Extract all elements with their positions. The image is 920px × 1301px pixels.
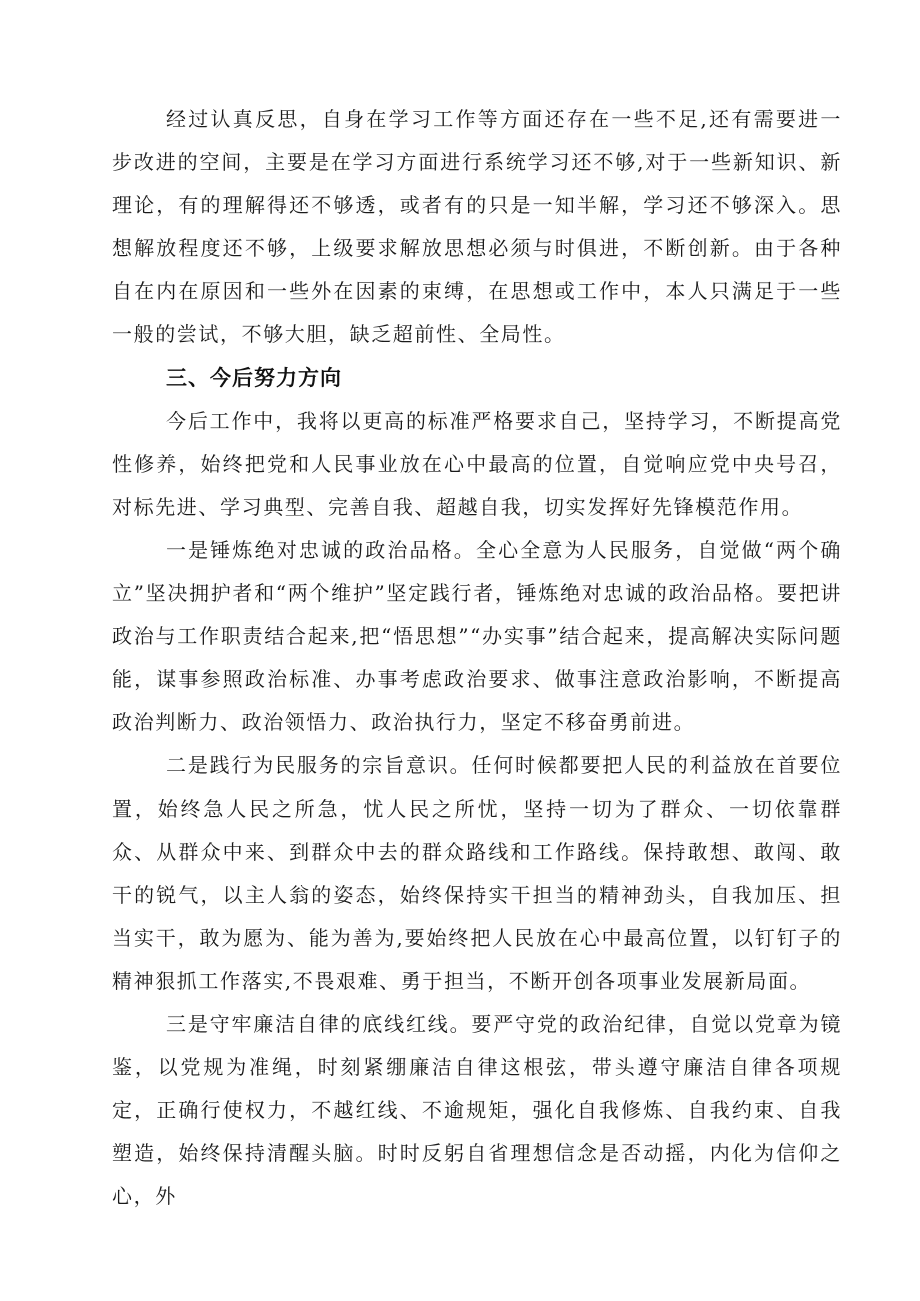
paragraph-future-work: 今后工作中，我将以更高的标准严格要求自己，坚持学习，不断提高党性修养，始终把党和人民事业放在心中最高的位置，自觉响应党中央号召，对标先进、学习典型、完善自我、超越自我，切实发挥好先锋模范作用。 bbox=[112, 408, 842, 519]
section-heading-future-direction: 三、今后努力方向 bbox=[166, 365, 342, 390]
paragraph-political-loyalty: 一是锤炼绝对忠诚的政治品格。全心全意为人民服务，自觉做“两个确立”坚决拥护者和“两个维护”坚定践行者，锤炼绝对忠诚的政治品格。要把讲政治与工作职责结合起来,把“悟思想”“办实事”结合起来，提高解决实际问题能，谋事参照政治标准、办事考虑政治要求、做事注意政治影响，不断提高政治判断力、政治领悟力、政治执行力，坚定不移奋勇前进。 bbox=[112, 537, 842, 735]
paragraph-integrity: 三是守牢廉洁自律的底线红线。要严守党的政治纪律，自觉以党章为镜鉴，以党规为准绳，时刻紧绷廉洁自律这根弦，带头遵守廉洁自律各项规定，正确行使权力，不越红线、不逾规矩，强化自我修炼、自我约束、自我塑造，始终保持清醒头脑。时时反躬自省理想信念是否动摇，内化为信仰之心，外 bbox=[112, 1011, 842, 1209]
paragraph-serve-people: 二是践行为民服务的宗旨意识。任何时候都要把人民的利益放在首要位置，始终急人民之所急，忧人民之所忧，坚持一切为了群众、一切依靠群众、从群众中来、到群众中去的群众路线和工作路线。保持敢想、敢闯、敢干的锐气，以主人翁的姿态，始终保持实干担当的精神劲头，自我加压、担当实干，敢为愿为、能为善为,要始终把人民放在心中最高位置，以钉钉子的精神狠抓工作落实,不畏艰难、勇于担当，不断开创各项事业发展新局面。 bbox=[112, 753, 842, 993]
paragraph-self-reflection: 经过认真反思，自身在学习工作等方面还存在一些不足,还有需要进一步改进的空间，主要是在学习方面进行系统学习还不够,对于一些新知识、新理论，有的理解得还不够透，或者有的只是一知半解，学习还不够深入。思想解放程度还不够，上级要求解放思想必须与时俱进，不断创新。由于各种自在内在原因和一些外在因素的束缚，在思想或工作中，本人只满足于一些一般的尝试，不够大胆，缺乏超前性、全局性。 bbox=[112, 107, 842, 347]
document-body bbox=[112, 98, 842, 1218]
